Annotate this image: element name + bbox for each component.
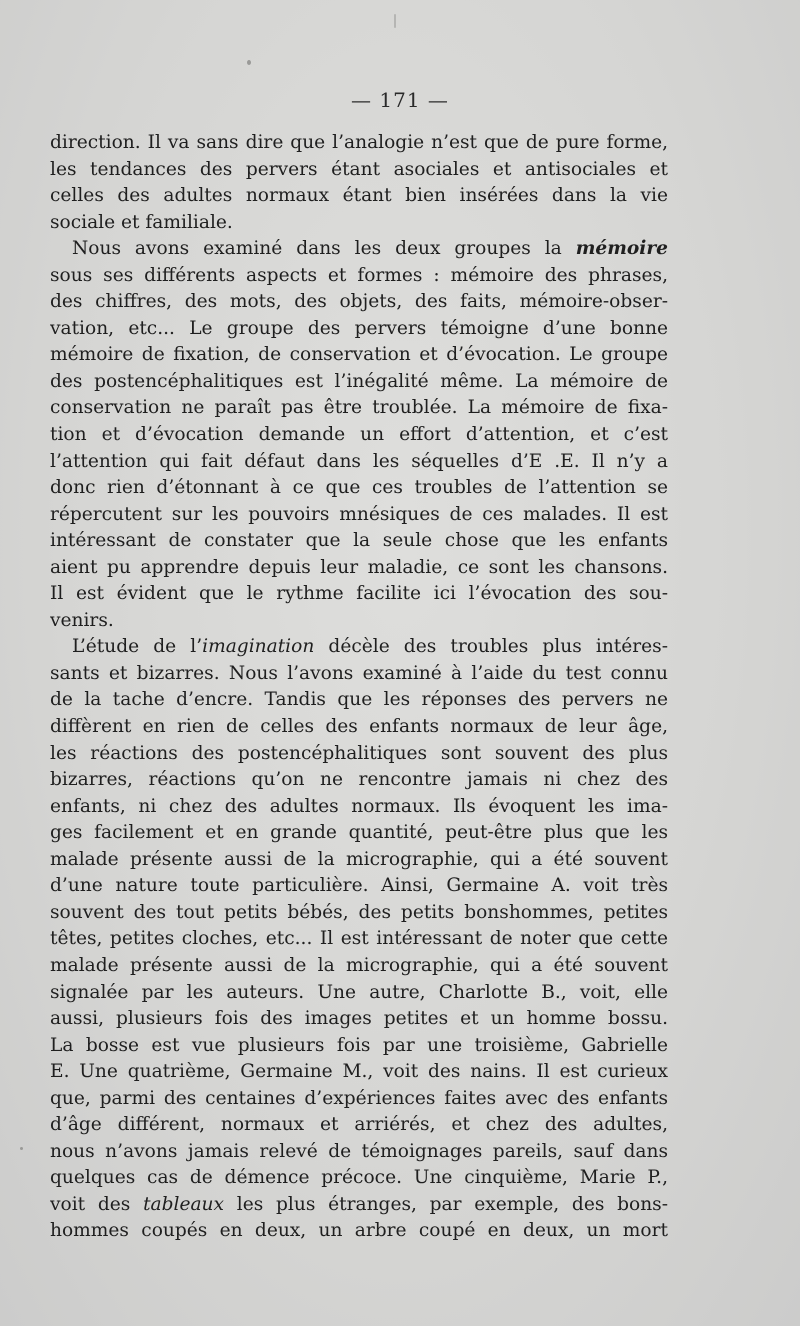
text-line: bizarres, réactions qu’on ne rencontre jamais ni chez des [50,769,668,791]
text-line: venirs. [50,609,114,631]
text-line: diffèrent en rien de celles des enfants normaux de leur âge, [50,716,668,738]
italic-word: tableaux [143,1193,225,1215]
text-line [50,236,668,263]
text-line: quelques cas de démence précoce. Une cinquième, Marie P., [50,1167,668,1189]
text-run: L’étude de l’ [72,636,203,658]
text-line: conservation ne paraît pas être troublée. La mémoire de fixa- [50,397,668,419]
text-line: direction. Il va sans dire que l’analogie n’est que de pure forme, [50,132,668,153]
text-line: aient pu apprendre depuis leur maladie, ce sont les chansons. [50,556,668,578]
text-line: les tendances des pervers étant asociales et antisociales et [50,158,668,180]
text-line: sous ses différents aspects et formes : mémoire des phrases, [50,264,668,286]
text-line: ges facilement et en grande quantité, peut-être plus que les [50,822,668,844]
body-text [50,130,668,1245]
text-line: des postencéphalitiques est l’inégalité même. La mémoire de [50,370,668,392]
text-line: d’âge différent, normaux et arriérés, et chez des adultes, [50,1114,668,1136]
italic-word: imagination [202,636,315,658]
text-line: celles des adultes normaux étant bien insérées dans la vie [50,185,668,207]
text-line: Il est évident que le rythme facilite ici l’évocation des sou- [50,583,668,605]
page-number: — 171 — [351,88,449,112]
text-line: d’une nature toute particulière. Ainsi, Germaine A. voit très [50,875,668,897]
text-line: La bosse est vue plusieurs fois par une troisième, Gabrielle [50,1034,668,1056]
text-line: hommes coupés en deux, un arbre coupé en deux, un mort [50,1220,668,1242]
text-line: les réactions des postencéphalitiques sont souvent des plus [50,742,668,764]
text-line: vation, etc... Le groupe des pervers témoigne d’une bonne [50,317,668,339]
text-line: l’attention qui fait défaut dans les séquelles d’E .E. Il n’y a [50,450,668,472]
text-run: voit des [50,1193,144,1215]
text-line: mémoire de fixation, de conservation et d’évocation. Le groupe [50,344,668,366]
text-line: têtes, petites cloches, etc... Il est intéressant de noter que cette [50,928,668,950]
text-line: souvent des tout petits bébés, des petits bonshommes, petites [50,901,668,923]
scan-speck [20,1147,23,1150]
text-line: des chiffres, des mots, des objets, des faits, mémoire-obser- [50,291,668,313]
text-line: tion et d’évocation demande un effort d’attention, et c’est [50,424,668,446]
text-line: malade présente aussi de la micrographie, qui a été souvent [50,848,668,870]
text-line: répercutent sur les pouvoirs mnésiques de ces malades. Il est [50,503,668,525]
emphasis-word: mémoire [575,238,668,260]
text-line: intéressant de constater que la seule chose que les enfants [50,530,668,552]
text-run: les plus étranges, par exemple, des bons- [224,1193,668,1215]
text-line: nous n’avons jamais relevé de témoignages pareils, sauf dans [50,1140,668,1162]
text-line [50,1192,668,1219]
text-line: aussi, plusieurs fois des images petites et un homme bossu. [50,1008,668,1030]
text-line: donc rien d’étonnant à ce que ces troubles de l’attention se [50,477,668,499]
text-line [50,634,668,661]
text-line: sociale et familiale. [50,211,233,233]
text-line: que, parmi des centaines d’expériences faites avec des enfants [50,1087,668,1109]
scan-speck [247,60,251,65]
text-line: E. Une quatrième, Germaine M., voit des nains. Il est curieux [50,1061,668,1083]
text-run: Nous avons examiné dans les deux groupes la [72,238,576,260]
text-line: enfants, ni chez des adultes normaux. Ils évoquent les ima- [50,795,668,817]
text-line: signalée par les auteurs. Une autre, Charlotte B., voit, elle [50,981,668,1003]
text-line: sants et bizarres. Nous l’avons examiné à l’aide du test connu [50,662,668,684]
text-line: de la tache d’encre. Tandis que les réponses des pervers ne [50,689,668,711]
scan-speck [394,14,396,28]
text-run: décèle des troubles plus intéres- [314,636,668,658]
text-line: malade présente aussi de la micrographie, qui a été souvent [50,954,668,976]
